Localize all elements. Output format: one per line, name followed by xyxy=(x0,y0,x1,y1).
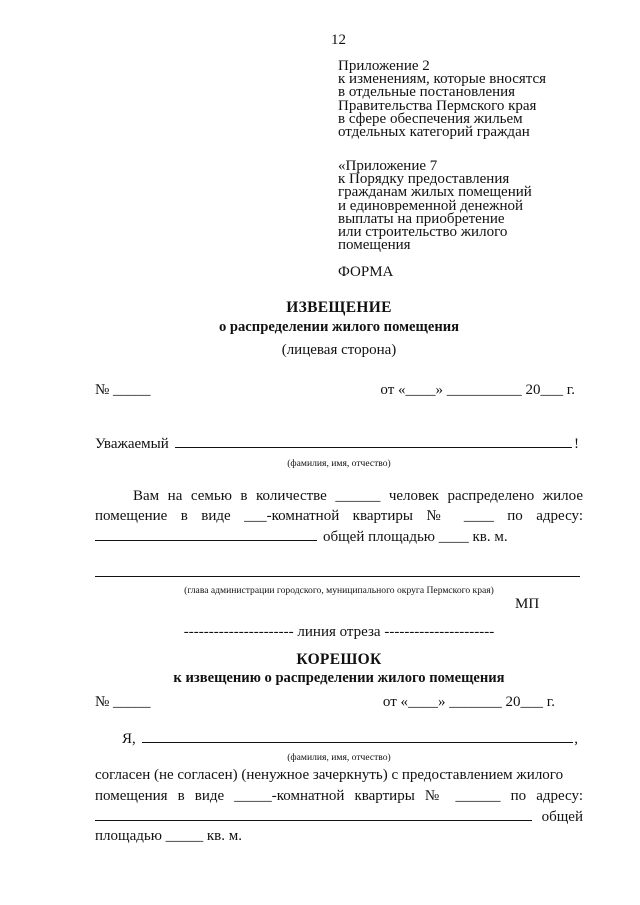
stub-fio-caption: (фамилия, имя, отчество) xyxy=(287,752,391,763)
address-blank xyxy=(95,528,317,541)
stub-consent-line-4: площадью _____ кв. м. xyxy=(95,828,243,844)
area-text: общей площадью ____ кв. м. xyxy=(323,529,508,545)
appendix-inner-line: или строительство жилого xyxy=(338,224,508,241)
greeting-exclamation: ! xyxy=(574,436,579,452)
stub-subtitle: к извещению о распределении жилого помещения xyxy=(173,670,505,686)
cut-line: ---------------------- линия отреза ---------------------- xyxy=(183,624,495,640)
stub-consent-line-1: согласен (не согласен) (ненужное зачеркнуть) с предоставлением жилого xyxy=(95,767,564,783)
recipient-name-blank xyxy=(175,435,572,448)
stub-area-label: общей xyxy=(541,809,583,825)
notice-body-line-3 xyxy=(95,528,508,546)
notice-date-field: от «____» __________ 20___ г. xyxy=(380,382,575,398)
appendix-inner-line: к Порядку предоставления xyxy=(338,171,510,188)
stub-title: КОРЕШОК xyxy=(296,651,382,668)
greeting-line xyxy=(95,435,579,453)
notice-body-line-1: Вам на семью в количестве ______ человек распределено жилое xyxy=(133,488,583,504)
notice-title: ИЗВЕЩЕНИЕ xyxy=(286,299,392,316)
stub-number-field: № _____ xyxy=(95,694,151,710)
notice-side-label: (лицевая сторона) xyxy=(281,342,397,358)
appendix-line: в сфере обеспечения жильем xyxy=(338,110,523,127)
signature-line xyxy=(95,576,580,577)
notice-body-line-2: помещение в виде ___-комнатной квартиры № ____ по адресу: xyxy=(95,508,583,524)
appendix-line: Правительства Пермского края xyxy=(338,97,537,114)
stub-name-blank xyxy=(142,730,573,743)
stub-name-comma: , xyxy=(574,731,578,747)
notice-subtitle: о распределении жилого помещения xyxy=(218,319,460,335)
form-label: ФОРМА xyxy=(338,264,394,280)
page-number: 12 xyxy=(331,32,346,48)
appendix-line: Приложение 2 xyxy=(338,58,430,74)
fio-caption: (фамилия, имя, отчество) xyxy=(287,458,391,469)
appendix-inner-line: гражданам жилых помещений xyxy=(338,184,532,201)
stub-name-line xyxy=(122,730,578,748)
stub-date-field: от «____» _______ 20___ г. xyxy=(382,694,555,710)
appendix-inner-line: помещения xyxy=(338,237,411,254)
appendix-line: в отдельные постановления xyxy=(338,84,516,101)
appendix-inner-header xyxy=(338,160,532,252)
appendix-inner-line: выплаты на приобретение xyxy=(338,210,505,227)
stub-consent-line-3 xyxy=(95,808,583,826)
appendix-inner-line: «Приложение 7 xyxy=(338,158,438,174)
appendix-header xyxy=(338,60,546,139)
appendix-line: отдельных категорий граждан xyxy=(338,124,530,141)
stub-consent-line-2: помещения в виде _____-комнатной квартиры № ______ по адресу: xyxy=(95,788,583,804)
notice-number-field: № _____ xyxy=(95,382,151,398)
signature-caption: (глава администрации городского, муниципального округа Пермского края) xyxy=(184,585,494,596)
stub-address-blank xyxy=(95,808,532,821)
appendix-inner-line: и единовременной денежной xyxy=(338,197,524,214)
greeting-label: Уважаемый xyxy=(95,436,169,452)
stub-i-label: Я, xyxy=(122,731,136,747)
appendix-line: к изменениям, которые вносятся xyxy=(338,71,547,88)
seal-label: МП xyxy=(515,596,540,612)
